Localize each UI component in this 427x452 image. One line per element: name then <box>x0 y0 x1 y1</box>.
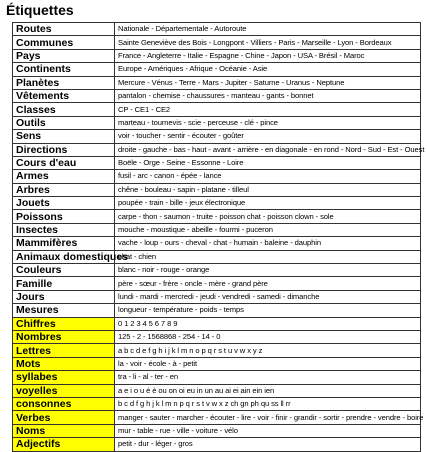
category-values: pantalon - chemise - chaussures - manteau - gants - bonnet <box>115 89 421 102</box>
category-values: 0 1 2 3 4 5 6 7 8 9 <box>115 317 421 330</box>
category-label: Outils <box>13 116 115 129</box>
category-values: France - Angleterre - Italie - Espagne - Chine - Japon - USA - Brésil - Maroc <box>115 49 421 62</box>
table-row <box>13 143 421 156</box>
category-values: vache - loup - ours - cheval - chat - humain - baleine - dauphin <box>115 237 421 250</box>
category-values: a b c d e f g h i j k l m n o p q r s t u v w x y z <box>115 344 421 357</box>
category-values: a e i o u é è ou on oi eu in un au ai ei ain ein ien <box>115 384 421 397</box>
category-label: Noms <box>13 424 115 437</box>
table-row <box>13 76 421 89</box>
category-values: poupée - train - bille - jeux électronique <box>115 197 421 210</box>
table-row <box>13 411 421 424</box>
table-row <box>13 103 421 116</box>
table-row <box>13 183 421 196</box>
table-row <box>13 197 421 210</box>
category-label: Lettres <box>13 344 115 357</box>
category-values: Mercure - Vénus - Terre - Mars - Jupiter - Saturne - Uranus - Neptune <box>115 76 421 89</box>
category-label: Adjectifs <box>13 438 115 451</box>
category-label: Planètes <box>13 76 115 89</box>
category-label: Communes <box>13 36 115 49</box>
category-values: 125 - 2 - 1568868 - 254 - 14 - 0 <box>115 330 421 343</box>
table-row <box>13 277 421 290</box>
table-row <box>13 210 421 223</box>
category-values: carpe - thon - saumon - truite - poisson chat - poisson clown - sole <box>115 210 421 223</box>
category-label: Mots <box>13 357 115 370</box>
category-label: voyelles <box>13 384 115 397</box>
category-label: Vêtements <box>13 89 115 102</box>
table-row <box>13 89 421 102</box>
category-label: Directions <box>13 143 115 156</box>
category-values: chêne - bouleau - sapin - platane - tilleul <box>115 183 421 196</box>
category-label: Jouets <box>13 197 115 210</box>
category-label: Insectes <box>13 223 115 236</box>
table-row <box>13 371 421 384</box>
table-row <box>13 223 421 236</box>
category-label: Jours <box>13 290 115 303</box>
category-values: chat - chien <box>115 250 421 263</box>
category-values: blanc - noir - rouge - orange <box>115 264 421 277</box>
table-row <box>13 63 421 76</box>
category-label: Arbres <box>13 183 115 196</box>
table-row <box>13 397 421 410</box>
labels-table-body <box>13 23 425 452</box>
category-label: Cours d'eau <box>13 156 115 169</box>
table-row <box>13 290 421 303</box>
table-row <box>13 330 421 343</box>
table-row <box>13 424 421 437</box>
category-label: Continents <box>13 63 115 76</box>
table-row <box>13 317 421 330</box>
category-label: Classes <box>13 103 115 116</box>
table-row <box>13 23 421 36</box>
category-values: mur - table - rue - ville - voiture - vélo <box>115 424 421 437</box>
table-row <box>13 49 421 62</box>
category-values: marteau - tournevis - scie - perceuse - clé - pince <box>115 116 421 129</box>
category-label: Poissons <box>13 210 115 223</box>
table-row <box>13 264 421 277</box>
table-row <box>13 438 421 451</box>
table-row <box>13 357 421 370</box>
table-row <box>13 384 421 397</box>
category-label: Armes <box>13 170 115 183</box>
table-row <box>13 156 421 169</box>
category-values: Europe - Amériques - Afrique - Océanie - Asie <box>115 63 421 76</box>
category-label: Sens <box>13 130 115 143</box>
table-row <box>13 304 421 317</box>
category-values: la - voir - école - à - petit <box>115 357 421 370</box>
labels-table <box>12 22 425 452</box>
category-label: Couleurs <box>13 264 115 277</box>
table-row <box>13 116 421 129</box>
table-row <box>13 237 421 250</box>
table-row <box>13 130 421 143</box>
category-label: Verbes <box>13 411 115 424</box>
category-label: Mesures <box>13 304 115 317</box>
category-values: Sainte Geneviève des Bois - Longpont - Villiers - Paris - Marseille - Lyon - Bordeaux <box>115 36 421 49</box>
category-label: consonnes <box>13 397 115 410</box>
category-label: syllabes <box>13 371 115 384</box>
category-label: Nombres <box>13 330 115 343</box>
table-row <box>13 250 421 263</box>
category-values: longueur - température - poids - temps <box>115 304 421 317</box>
category-values: fusil - arc - canon - épée - lance <box>115 170 421 183</box>
category-label: Mammifères <box>13 237 115 250</box>
category-values: Nationale - Départementale - Autoroute <box>115 23 421 36</box>
category-values: père - sœur - frère - oncle - mère - grand père <box>115 277 421 290</box>
table-row <box>13 36 421 49</box>
category-values: manger - sauter - marcher - écouter - lire - voir - finir - grandir - sortir - prendre - vendre - boire <box>115 411 421 424</box>
category-values: b c d f g h j k l m n p q r s t v w x z ch gn ph qu ss ll rr <box>115 397 421 410</box>
category-values: lundi - mardi - mercredi - jeudi - vendredi - samedi - dimanche <box>115 290 421 303</box>
category-values: CP - CE1 - CE2 <box>115 103 421 116</box>
category-label: Routes <box>13 23 115 36</box>
category-values: tra - li - al - ter - en <box>115 371 421 384</box>
category-values: droite - gauche - bas - haut - avant - arrière - en diagonale - en rond - Nord - Sud - Est - Ouest <box>115 143 421 156</box>
category-label: Chiffres <box>13 317 115 330</box>
category-values: Boële - Orge - Seine - Essonne - Loire <box>115 156 421 169</box>
table-row <box>13 170 421 183</box>
table-row <box>13 344 421 357</box>
category-label: Pays <box>13 49 115 62</box>
category-label: Famille <box>13 277 115 290</box>
category-label: Animaux domestiques <box>13 250 115 263</box>
category-values: petit - dur - léger - gros <box>115 438 421 451</box>
category-values: voir - toucher - sentir - écouter - goûter <box>115 130 421 143</box>
category-values: mouche - moustique - abeille - fourmi - puceron <box>115 223 421 236</box>
page-title: Étiquettes <box>6 2 74 18</box>
